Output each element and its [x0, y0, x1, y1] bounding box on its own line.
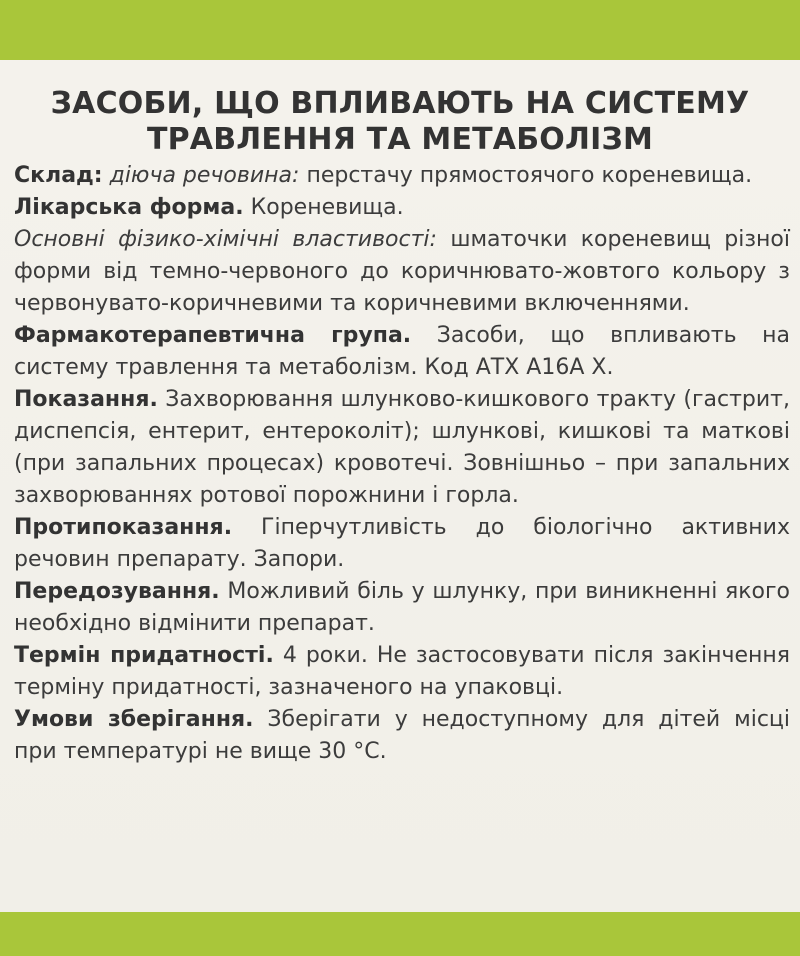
title-line-2: ТРАВЛЕННЯ ТА МЕТАБОЛІЗМ: [146, 122, 654, 157]
composition-text: перстачу прямостоячого кореневища.: [306, 163, 753, 188]
contraindications-text: Гіперчутливість до біологічно активних речовин препарату. Запори.: [14, 515, 790, 572]
overdose-label: Передозування.: [14, 579, 220, 604]
form-label: Лікарська форма.: [14, 195, 244, 220]
storage-text: Зберігати у недоступному для дітей місці при температурі не вище 30 °С.: [14, 707, 790, 764]
group-label: Фармакотерапевтична група.: [14, 323, 412, 348]
group-section: [14, 320, 790, 384]
overdose-text: Можливий біль у шлунку, при виникненні якого необхідно відмінити препарат.: [14, 579, 790, 636]
top-green-band: [0, 0, 800, 60]
indications-section: [14, 384, 790, 512]
indications-text: Захворювання шлунково-кишкового тракту (гастрит, диспепсія, ентерит, ентероколіт); шлункові, кишкові та маткові (при запальних процесах) кровотечі. Зовнішньо – при запальних захворюваннях ротової порожнини і горла.: [14, 387, 790, 508]
indications-label: Показання.: [14, 387, 158, 412]
composition-italic: діюча речовина:: [109, 163, 300, 188]
bottom-green-band: [0, 912, 800, 956]
group-text: Засоби, що впливають на систему травлення та метаболізм. Код АТХ А16А Х.: [14, 323, 791, 380]
composition-section: [14, 160, 790, 192]
storage-section: [14, 704, 790, 768]
instructions-body: [14, 160, 790, 768]
shelf-life-text: 4 роки. Не застосовувати після закінчення терміну придатності, зазначеного на упаковці.: [14, 643, 790, 700]
page-title: [0, 86, 800, 158]
composition-label: Склад:: [14, 163, 103, 188]
shelf-life-label: Термін придатності.: [14, 643, 274, 668]
form-text: Кореневища.: [250, 195, 404, 220]
contraindications-section: [14, 512, 790, 576]
properties-section: [14, 224, 790, 320]
contraindications-label: Протипоказання.: [14, 515, 233, 540]
overdose-section: [14, 576, 790, 640]
title-line-1: ЗАСОБИ, ЩО ВПЛИВАЮТЬ НА СИСТЕМУ: [50, 86, 750, 121]
properties-text: шматочки кореневищ різної форми від темно-червоного до коричнювато-жовтого кольору з червонувато-коричневими та коричневими включеннями.: [14, 227, 790, 316]
shelf-life-section: [14, 640, 790, 704]
storage-label: Умови зберігання.: [14, 707, 254, 732]
form-section: [14, 192, 790, 224]
properties-italic: Основні фізико-хімічні властивості:: [14, 227, 437, 252]
